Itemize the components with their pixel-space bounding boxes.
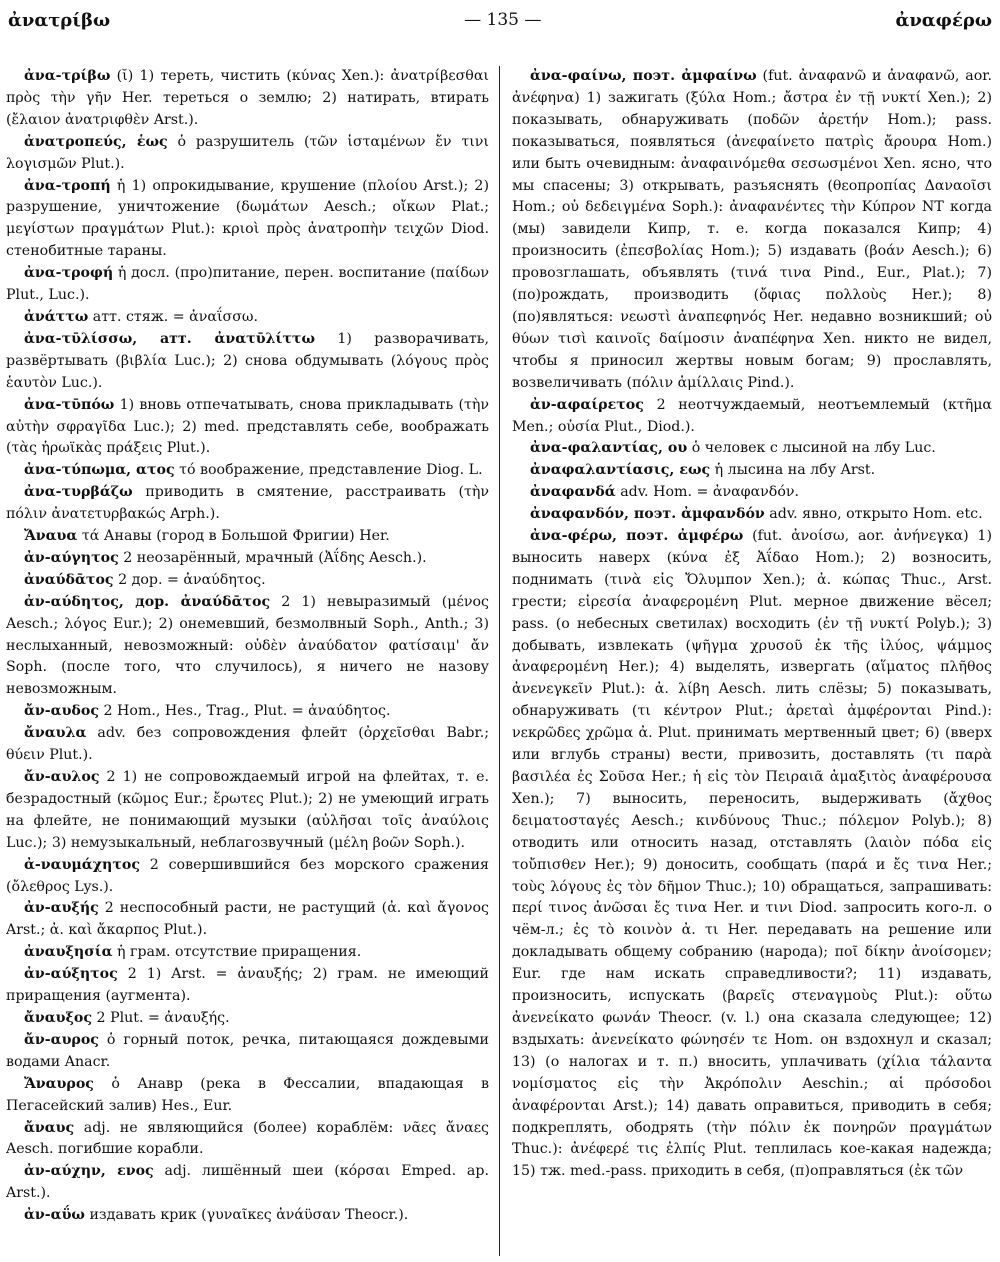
- dictionary-entry: [6, 548, 489, 570]
- entry-headword: ἀναφανδά: [530, 484, 616, 501]
- entry-headword: ἄναυς: [24, 1119, 75, 1136]
- entry-headword: ἄναυξος: [24, 1009, 93, 1026]
- dictionary-entry: [6, 964, 489, 1008]
- entry-definition: 1) вновь отпечатывать, снова прикладывать (τὴν αὐτὴν σφραγῖδα Luc.); 2) med. представлять себе, воображать (τὰς ἡρωϊκὰς πράξεις Plut.).: [6, 396, 489, 457]
- entry-headword: ἀνα-τροφή: [24, 265, 114, 282]
- entry-headword: ἀν-αυξής: [24, 900, 99, 917]
- entry-definition: 2 Hom., Hes., Trag., Plut. = ἀναύδητος.: [103, 703, 391, 720]
- entry-definition: 2 неозарённый, мрачный (Ἀΐδης Aesch.).: [123, 549, 427, 566]
- column-divider: [499, 66, 500, 1256]
- entry-headword: ἀν-αύγητος: [24, 549, 119, 566]
- dictionary-entry: [6, 1118, 489, 1162]
- dictionary-entry: [6, 263, 489, 307]
- left-column: [6, 66, 489, 1256]
- entry-definition: 2 дор. = ἀναύδητος.: [118, 571, 266, 588]
- entry-definition: adv. явно, открыто Hom. etc.: [769, 506, 983, 523]
- entry-headword: ἀνατροπεύς, ἑως: [24, 133, 168, 150]
- dictionary-entry: [6, 176, 489, 264]
- dictionary-entry: [512, 66, 992, 395]
- entry-headword: ἀνα-τύπωμα, ατος: [24, 462, 175, 479]
- entry-definition: 1) разворачивать, развёртывать (βιβλία Luc.); 2) снова обдумывать (λόγους πρὸς ἑαυτὸν Luc.).: [6, 330, 489, 391]
- entry-headword: ἀναύδᾱτος: [24, 571, 114, 588]
- dictionary-entry: [6, 701, 489, 723]
- entry-definition: атт. стяж. = ἀναΐσσω.: [92, 308, 258, 325]
- dictionary-entry: [6, 767, 489, 855]
- entry-definition: adv. без сопровождения флейт (ὀρχεῖσθαι Babr.; θύειν Plut.).: [6, 725, 489, 764]
- entry-definition: ἡ досл. (про)питание, перен. воспитание (παίδων Plut., Luc.).: [6, 265, 489, 304]
- dictionary-entry: [512, 526, 992, 1183]
- entry-headword: ἀν-αύδητος, дор. ἀναύδᾱτος: [24, 593, 271, 610]
- entry-headword: ἀνα-τῡλίσσω, атт. ἀνατῡλίττω: [24, 330, 315, 347]
- dictionary-entry: [6, 395, 489, 461]
- dictionary-entry: [6, 482, 489, 526]
- entry-headword: ἀνα-φαλαντίας, ου: [530, 440, 688, 457]
- entry-definition: adj. не являющийся (более) кораблём: νᾶες ἄναες Aesch. погибшие корабли.: [6, 1119, 489, 1158]
- dictionary-entry: [6, 1008, 489, 1030]
- entry-definition: 2 Plut. = ἀναυξής.: [96, 1009, 230, 1026]
- entry-definition: ἡ лысина на лбу Arst.: [714, 462, 876, 479]
- entry-headword: ἀνα-φαίνω, поэт. ἀμφαίνω: [530, 68, 757, 84]
- entry-definition: ὁ Анавр (река в Фессалии, впадающая в Пегасейский залив) Hes., Eur.: [6, 1075, 489, 1114]
- entry-definition: τά Анавы (город в Большой Фригии) Her.: [81, 528, 390, 545]
- entry-headword: Ἄναυρος: [24, 1075, 94, 1092]
- entry-definition: ὁ разрушитель (τῶν ἱσταμένων ἔν τινι λογισμῶν Plut.).: [6, 133, 489, 172]
- entry-headword: ἄναυλα: [24, 725, 87, 742]
- entry-definition: приводить в смятение, расстраивать (τὴν πόλιν ἀνατετυρβακώς Arph.).: [6, 484, 489, 523]
- dictionary-entry: [512, 504, 992, 526]
- dictionary-entry: [6, 132, 489, 176]
- entry-headword: ἀνα-τρίβω: [24, 68, 111, 84]
- entry-headword: ἀνα-τροπή: [24, 177, 111, 194]
- entry-definition: (fut. ἀναφανῶ и ἀναφανῶ, aor. ἀνέφηνα) 1) зажигать (ξύλα Hom.; ἄστρα ἐν τῇ νυκτί Xen.); 2) показывать, обнаруживать (ποδῶν ἀρετήν Hom.); pass. показываться, появляться (ἀνεφαίνετο πατρὶς ἄρουρα Hom.) или быть очевидным: ἀναφαινόμεθα σεσωσμένοι Xen. ясно, что мы спасены; 3) открывать, разъяснять (θεοπροπίας Δαναοῖσι Hom.; οὐ δεδειγμένα Soph.): ἀναφανέντες τὴν Κύπρον NT когда (мы) завидели Кипр, т. е. когда показался Кипр; 4) произносить (ἐπεσβολίας Hom.); 5) издавать (βοάν Aesch.); 6) провозглашать, объявлять (τινά τινα Pind., Eur., Plat.); 7) (по)рождать, производить (ὄφιας πολλοὺς Her.); 8) (по)являться: νεωστὶ ἀναπεφηνός Her. недавно возникший; οὐ θύων τισὶ καινοῖς δαίμοσιν ἀναπέφηνα Xen. никто не видел, чтобы я приносил жертвы новым богам; 9) прославлять, возвеличивать (πόλιν ἁμίλλαις Pind.).: [512, 68, 992, 391]
- page-number: — 135 —: [464, 10, 542, 30]
- dictionary-entry: [6, 1205, 489, 1227]
- dictionary-entry: [512, 460, 992, 482]
- entry-definition: adv. Hom. = ἀναφανδόν.: [620, 484, 800, 501]
- entry-headword: ἄν-αυλος: [24, 769, 100, 785]
- entry-definition: ὁ человек с лысиной на лбу Luc.: [691, 440, 936, 457]
- entry-definition: (fut. ἀνοίσω, aor. ἀνήνεγκα) 1) выносить наверх (κύνα ἐξ Ἀΐδαο Hom.); 2) возносить, поднимать (τινὰ εἰς Ὄλυμπον Xen.); ἀ. κώπας Thuc., Arst. грести; εἰρεσία ἀναφερομένη Plut. мерное движение вёсел; pass. (о небесных светилах) восходить (ἐν τῇ νυκτί Polyb.); 3) добывать, извлекать (ψῆγμα χρυσοῦ ἐκ τῆς ἰλύος, ψάμμος ἀναφερομένη Her.); 4) выделять, извергать (αἵματος πλῆθος ἀνενεγκεῖν Plut.): ἀ. λίβη Aesch. лить слёзы; 5) показывать, обнаруживать (τι κέντρον Plut.; ἀρεταὶ ἀμφέρονται Pind.): νεκρῶδες χρῶμα ἀ. Plut. принимать мертвенный цвет; 6) (вверх или вглубь страны) вести, привозить, доставлять (τι παρὰ βασιλέα ἐς Σοῦσα Her.; ἡ εἰς τὸν Πειραιᾶ ἁμαξιτὸς ἀναφέρουσα Xen.); 7) выносить, переносить, выдерживать (ἄχθος δειματοσταγές Aesch.; κινδύνους Thuc.; πόλεμον Polyb.); 8) отводить или относить назад, отставлять (λαιὸν πόδα εἰς τοὔπισθεν Her.); 9) доносить, сообщать (παρά и ἔς τινα Her.; τοὺς λόγους ἐς τὸν δῆμον Thuc.); 10) обращаться, запрашивать: περί τινος ἀνῶσαι ἔς τινα Her. и τινι Diod. запросить кого-л. о чём-л.; ἐς τὸ κοινὸν ἀ. τι Her. передавать на решение или докладывать общему собранию (народа); ποῖ δίκην ἀνοίσομεν; Eur. где нам искать справедливости?; 11) издавать, произносить, испускать (βαρεῖς στεναγμοὺς Plut.): οὕτω ἀνενείκατο φωνάν Theocr. (v. l.) она сказала следующее; 12) вздыхать: ἀνενείκατο φώνησέν τε Hom. он вздохнул и сказал; 13) (о налогах и т. п.) вносить, уплачивать (χίλια τάλαντα νομίσματος εἰς τὴν Ἀκρόπολιν Aeschin.; αἱ πρόσοδοι ἀναφέρονται Arst.); 14) давать оправиться, приводить в себя; подкреплять, ободрять (τὴν πόλιν ἐκ πονηρῶν πραγμάτων Thuc.): ἀνέφερέ τις ἐλπίς Plut. теплилась кое-какая надежда; 15) тж. med.-pass. приходить в себя, (п)оправляться (ἐκ τῶν: [512, 528, 992, 1180]
- dictionary-entry: [512, 438, 992, 460]
- dictionary-entry: [512, 395, 992, 439]
- dictionary-entry: [6, 329, 489, 395]
- entry-definition: издавать крик (γυναῖκες ἀνάϋσαν Theocr.).: [89, 1207, 409, 1224]
- entry-definition: 2 1) невыразимый (μένος Aesch.; λόγος Eur.); 2) онемевший, безмолвный Soph., Anth.; 3) неслыханный, невозможный: οὐδὲν ἀναύδατον φατίσαιμ' ἄν Soph. (после того, что случилось), я ничего не назову невозможным.: [6, 593, 489, 698]
- entry-headword: ἀν-αύχην, ενος: [24, 1163, 154, 1180]
- entry-headword: ἀναφαλαντίασις, εως: [530, 462, 711, 479]
- dictionary-entry: [6, 570, 489, 592]
- entry-definition: ἡ 1) опрокидывание, крушение (πλοίου Arst.); 2) разрушение, уничтожение (δωμάτων Aesch.; οἴκων Plat.; μεγίστων πραγμάτων Plut.): κριοὶ πρὸς ἀνατροπὴν τειχῶν Diod. стенобитные тараны.: [6, 177, 489, 260]
- entry-definition: adj. лишённый шеи (κόρσαι Emped. ap. Arst.).: [6, 1163, 489, 1202]
- dictionary-entry: [6, 723, 489, 767]
- entry-definition: ἡ грам. отсутствие приращения.: [117, 944, 362, 961]
- entry-headword: ἀν-αύξητος: [24, 966, 118, 983]
- dictionary-entry: [6, 592, 489, 702]
- entry-definition: ὁ горный поток, речка, питающаяся дождевыми водами Anacr.: [6, 1031, 489, 1070]
- dictionary-entry: [512, 482, 992, 504]
- dictionary-entry: [6, 1074, 489, 1118]
- entry-headword: ἀν-αφαίρετος: [530, 396, 644, 413]
- entry-headword: ἀ-ναυμάχητος: [24, 856, 141, 873]
- dictionary-entry: [6, 1030, 489, 1074]
- entry-headword: ἀνα-τυρβάζω: [24, 484, 133, 501]
- entry-headword: ἀναυξησία: [24, 944, 113, 961]
- entry-definition: 2 совершившийся без морского сражения (ὄλεθρος Lys.).: [6, 856, 489, 895]
- entry-definition: (ῐ) 1) тереть, чистить (κύνας Xen.): ἀνατρίβεσθαι πρὸς τὴν γῆν Her. тереться о землю; 2) натирать, втирать (ἔλαιον ἀνατριφθὲν Arst.).: [6, 68, 489, 128]
- entry-headword: Ἄναυα: [24, 528, 78, 545]
- right-column: [512, 66, 992, 1256]
- page-header: [8, 10, 992, 50]
- running-head-right: ἀναφέρω: [895, 10, 992, 31]
- entry-definition: 2 неспособный расти, не растущий (ἀ. καὶ ἄγονος Arst.; ἀ. καὶ ἄκαρπος Plut.).: [6, 900, 489, 939]
- entry-definition: 2 неотчуждаемый, неотъемлемый (κτῆμα Men.; οὐσία Plut., Diod.).: [512, 396, 992, 435]
- dictionary-entry: [6, 526, 489, 548]
- dictionary-entry: [6, 66, 489, 132]
- entry-headword: ἄν-αυδος: [24, 703, 99, 720]
- dictionary-entry: [6, 898, 489, 942]
- entry-headword: ἀνάττω: [24, 308, 89, 325]
- dictionary-entry: [6, 942, 489, 964]
- entry-definition: τό воображение, представление Diog. L.: [179, 462, 483, 479]
- dictionary-entry: [6, 460, 489, 482]
- entry-headword: ἀναφανδόν, поэт. ἀμφανδόν: [530, 506, 765, 523]
- entry-headword: ἀνα-φέρω, поэт. ἀμφέρω: [530, 528, 744, 545]
- entry-definition: 2 1) не сопровождаемый игрой на флейтах, т. е. безрадостный (κῶμος Eur.; ἔρωτες Plut.); 2) не умеющий играть на флейте, не понимающий музыки (αὐλῆσαι τοῖς ἀναύλοις Luc.); 3) немузыкальный, неблагозвучный (μέλη βοῶν Soph.).: [6, 769, 489, 851]
- entry-definition: 2 1) Arst. = ἀναυξής; 2) грам. не имеющий приращения (аугмента).: [6, 966, 489, 1005]
- dictionary-entry: [6, 307, 489, 329]
- dictionary-entry: [6, 855, 489, 899]
- entry-headword: ἀν-αΰω: [24, 1207, 85, 1224]
- running-head-left: ἀνατρίβω: [8, 10, 111, 31]
- entry-headword: ἀνα-τῡπόω: [24, 396, 115, 413]
- entry-headword: ἄν-αυρος: [24, 1031, 99, 1048]
- dictionary-entry: [6, 1161, 489, 1205]
